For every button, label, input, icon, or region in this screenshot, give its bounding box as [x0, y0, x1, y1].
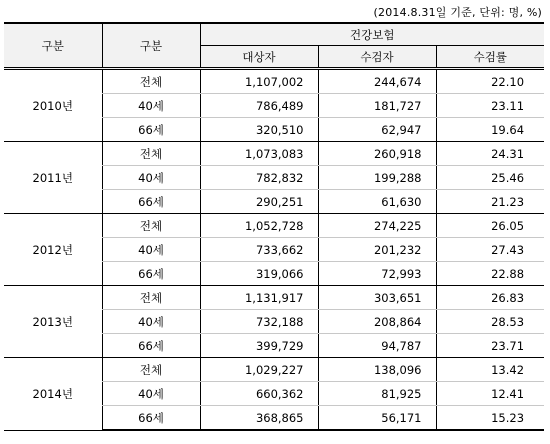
target-cell: 1,052,728 — [200, 214, 318, 238]
table-body — [4, 69, 544, 431]
rate-cell: 23.11 — [436, 94, 544, 118]
subgroup-cell: 40세 — [102, 382, 200, 406]
examined-cell: 61,630 — [318, 190, 436, 214]
subgroup-cell: 40세 — [102, 94, 200, 118]
rate-cell: 26.05 — [436, 214, 544, 238]
target-cell: 732,188 — [200, 310, 318, 334]
unit-note: (2014.8.31일 기준, 단위: 명, %) — [373, 6, 542, 19]
examined-cell: 181,727 — [318, 94, 436, 118]
rate-cell: 22.10 — [436, 69, 544, 94]
rate-cell: 25.46 — [436, 166, 544, 190]
table-row — [4, 69, 544, 94]
rate-cell: 28.53 — [436, 310, 544, 334]
subgroup-cell: 전체 — [102, 69, 200, 94]
header-examined: 수검자 — [318, 46, 436, 69]
table-row — [4, 142, 544, 166]
target-cell: 786,489 — [200, 94, 318, 118]
examined-cell: 56,171 — [318, 406, 436, 431]
table-row — [4, 358, 544, 382]
rate-cell: 24.31 — [436, 142, 544, 166]
examined-cell: 201,232 — [318, 238, 436, 262]
target-cell: 660,362 — [200, 382, 318, 406]
header-target: 대상자 — [200, 46, 318, 69]
target-cell: 733,662 — [200, 238, 318, 262]
target-cell: 319,066 — [200, 262, 318, 286]
subgroup-cell: 66세 — [102, 262, 200, 286]
target-cell: 782,832 — [200, 166, 318, 190]
table-row — [4, 286, 544, 310]
header-category: 구분 — [4, 23, 102, 69]
subgroup-cell: 66세 — [102, 406, 200, 431]
subgroup-cell: 66세 — [102, 190, 200, 214]
health-checkup-table — [4, 22, 544, 431]
examined-cell: 72,993 — [318, 262, 436, 286]
subgroup-cell: 66세 — [102, 334, 200, 358]
target-cell: 368,865 — [200, 406, 318, 431]
rate-cell: 26.83 — [436, 286, 544, 310]
table-row — [4, 214, 544, 238]
target-cell: 320,510 — [200, 118, 318, 142]
examined-cell: 303,651 — [318, 286, 436, 310]
examined-cell: 81,925 — [318, 382, 436, 406]
examined-cell: 244,674 — [318, 69, 436, 94]
target-cell: 1,107,002 — [200, 69, 318, 94]
subgroup-cell: 66세 — [102, 118, 200, 142]
rate-cell: 12.41 — [436, 382, 544, 406]
subgroup-cell: 40세 — [102, 310, 200, 334]
year-cell: 2010년 — [4, 69, 102, 142]
subgroup-cell: 40세 — [102, 166, 200, 190]
header-rate: 수검률 — [436, 46, 544, 69]
year-cell: 2011년 — [4, 142, 102, 214]
subgroup-cell: 전체 — [102, 358, 200, 382]
examined-cell: 138,096 — [318, 358, 436, 382]
target-cell: 290,251 — [200, 190, 318, 214]
subgroup-cell: 전체 — [102, 214, 200, 238]
target-cell: 399,729 — [200, 334, 318, 358]
year-cell: 2013년 — [4, 286, 102, 358]
year-cell: 2012년 — [4, 214, 102, 286]
target-cell: 1,029,227 — [200, 358, 318, 382]
target-cell: 1,073,083 — [200, 142, 318, 166]
examined-cell: 94,787 — [318, 334, 436, 358]
subgroup-cell: 전체 — [102, 286, 200, 310]
rate-cell: 23.71 — [436, 334, 544, 358]
subgroup-cell: 전체 — [102, 142, 200, 166]
header-subcategory: 구분 — [102, 23, 200, 69]
subgroup-cell: 40세 — [102, 238, 200, 262]
examined-cell: 208,864 — [318, 310, 436, 334]
examined-cell: 62,947 — [318, 118, 436, 142]
rate-cell: 21.23 — [436, 190, 544, 214]
rate-cell: 19.64 — [436, 118, 544, 142]
examined-cell: 199,288 — [318, 166, 436, 190]
rate-cell: 15.23 — [436, 406, 544, 431]
target-cell: 1,131,917 — [200, 286, 318, 310]
year-cell: 2014년 — [4, 358, 102, 431]
rate-cell: 22.88 — [436, 262, 544, 286]
rate-cell: 27.43 — [436, 238, 544, 262]
rate-cell: 13.42 — [436, 358, 544, 382]
examined-cell: 274,225 — [318, 214, 436, 238]
header-health-insurance: 건강보험 — [200, 23, 544, 46]
examined-cell: 260,918 — [318, 142, 436, 166]
